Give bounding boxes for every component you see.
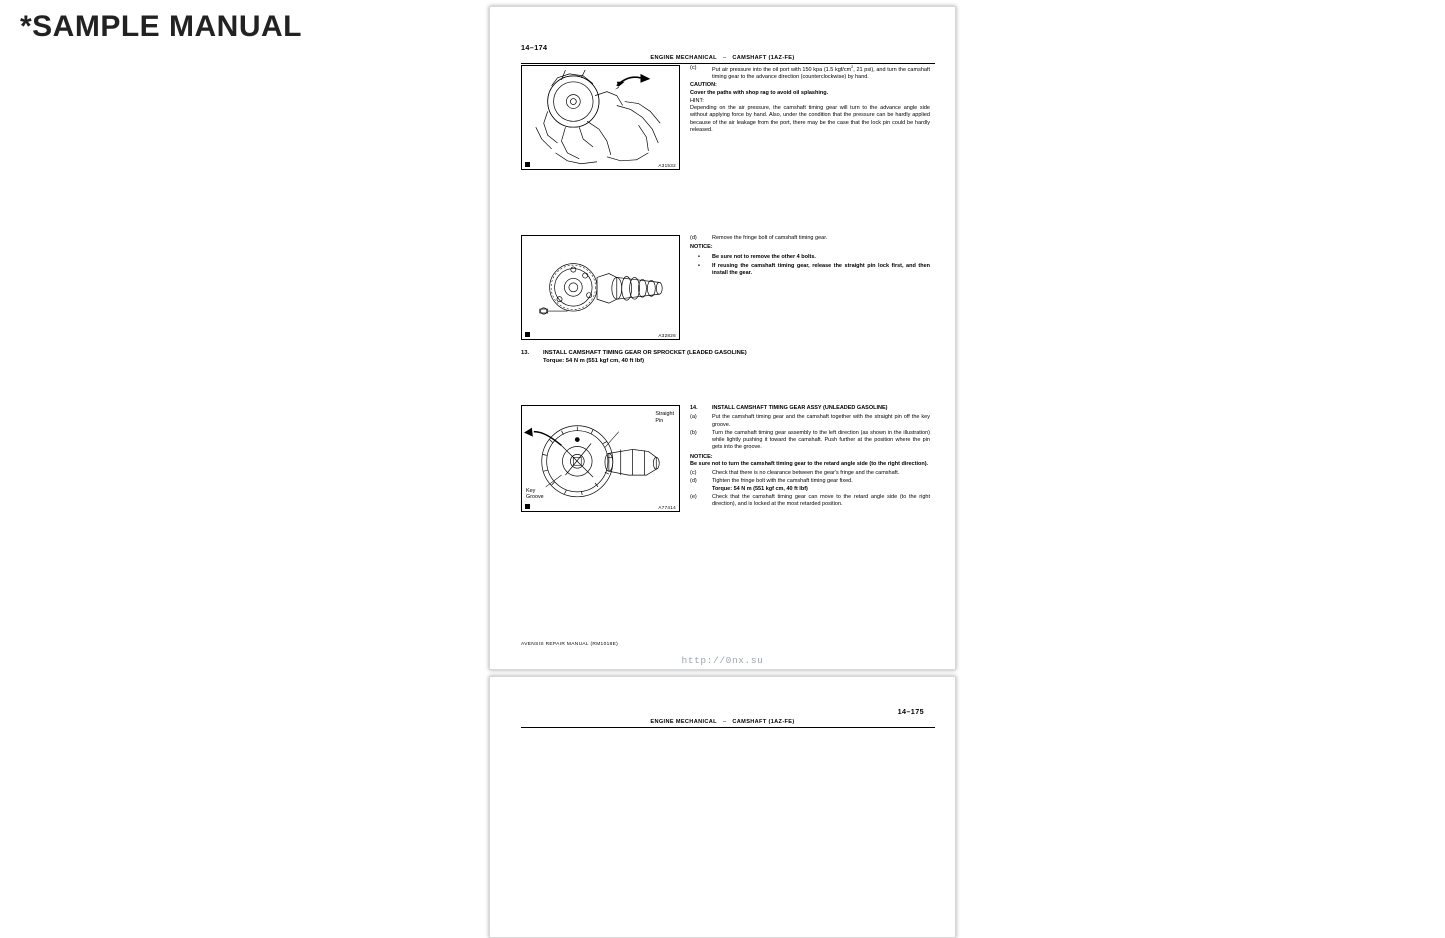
label-key: Key (526, 487, 536, 494)
step-14b-row (690, 430, 930, 452)
camshaft-timing-gear-assy-figure (521, 405, 680, 512)
step-c-superscript: 2 (851, 65, 854, 69)
label-key-groove (526, 488, 544, 502)
page-number: 14–175 (897, 707, 924, 716)
step-13-number: 13. (521, 350, 530, 356)
step-14-notice-text: Be sure not to turn the camshaft timing gear to the retard angle side (to the right direction). (690, 460, 929, 467)
step-14e-marker: (e) (690, 493, 697, 500)
step-c-row (690, 65, 930, 81)
header-section: ENGINE MECHANICAL (650, 55, 717, 61)
step-13 (521, 350, 931, 366)
step-14d-torque: Torque: 54 N m (551 kgf cm, 40 ft lbf) (712, 485, 808, 492)
step-d-row (690, 235, 930, 242)
bullet-marker: • (698, 262, 700, 269)
header-component: CAMSHAFT (1AZ-FE) (732, 55, 795, 61)
step-14-title: INSTALL CAMSHAFT TIMING GEAR ASSY (UNLEADED GASOLINE) (712, 405, 888, 411)
label-groove: Groove (526, 494, 544, 501)
page-number: 14–174 (521, 43, 548, 52)
figure-corner-mark (525, 332, 530, 337)
step-14-notice-label: NOTICE: (690, 453, 713, 460)
step-14c-row (690, 470, 930, 477)
bullet-marker: • (698, 253, 700, 260)
caution-text: Cover the paths with shop rag to avoid oil splashing. (690, 89, 829, 96)
step-d-text: Remove the fringe bolt of camshaft timing gear. (712, 235, 828, 241)
notice-bullet-1-text: Be sure not to remove the other 4 bolts. (712, 253, 816, 260)
watermark-title: *SAMPLE MANUAL (20, 10, 302, 43)
page-footer: AVENSIS REPAIR MANUAL (RM1018E) (521, 642, 619, 647)
step-14b-marker: (b) (690, 429, 697, 436)
notice-bullet-2 (690, 263, 930, 278)
caution-label: CAUTION: (690, 82, 717, 89)
header-section: ENGINE MECHANICAL (650, 719, 717, 725)
figure-code: A32826 (658, 333, 676, 338)
camshaft-timing-gear-bolt-figure (521, 235, 680, 340)
step-14e-text: Check that the camshaft timing gear can move to the retard angle side (to the right direction), and is locked at the most retarded position. (712, 493, 930, 507)
document-page-1 (489, 6, 956, 670)
step-14a-marker: (a) (690, 414, 697, 421)
header-divider (521, 727, 935, 728)
step-14-heading (690, 405, 930, 412)
page-header (490, 719, 955, 725)
notice-bullet-2-text: If reusing the camshaft timing gear, release the straight pin lock first, and then install the gear. (712, 262, 930, 276)
camshaft-air-pressure-illustration (522, 66, 679, 170)
step-14d-text: Tighten the fringe bolt with the camshaft timing gear fixed. (712, 478, 853, 485)
step-14d-row (690, 478, 930, 493)
label-straight: Straight (655, 411, 674, 417)
step-13-torque: Torque: 54 N m (551 kgf cm, 40 ft lbf) (543, 357, 645, 364)
camshaft-timing-gear-bolt-illustration (522, 236, 679, 340)
figure-corner-mark (525, 162, 530, 167)
page-header (490, 55, 955, 61)
figure-code: A31532 (658, 163, 676, 168)
header-separator: – (722, 55, 727, 61)
step-14a-row (690, 414, 930, 429)
figure-code: A77414 (658, 505, 676, 510)
document-page-2 (489, 676, 956, 938)
step-d-marker: (d) (690, 235, 697, 241)
header-separator: – (722, 719, 727, 725)
step-14b-text: Turn the camshaft timing gear assembly to the left direction (as shown in the illustration) while lightly pushing it toward the camshaft. Push further at the position where the pin gets into the groove. (712, 429, 930, 451)
step-14d-marker: (d) (690, 478, 697, 485)
step-c-marker: (c) (690, 65, 697, 71)
label-straight-pin (655, 411, 674, 425)
notice-bullet-1 (690, 254, 930, 261)
notice-label: NOTICE: (690, 244, 713, 251)
step-14-number: 14. (690, 405, 698, 411)
step-14-text-block (690, 405, 930, 508)
step-c-line2: , 21 psi), and turn the camshaft timing gear to the advance direction (counterclockwise) by hand. (712, 66, 930, 81)
step-13-title: INSTALL CAMSHAFT TIMING GEAR OR SPROCKET (LEADED GASOLINE) (543, 350, 747, 356)
hint-text: Depending on the air pressure, the camshaft timing gear will turn to the advance angle side without applying force by hand. Also, under the condition that the pressure can be hardly applied because of the air leakage from the port, there may be the case that the lock pin could be hardly released. (690, 105, 930, 133)
url-watermark: http://0nx.su (681, 655, 764, 666)
step-14e-row (690, 494, 930, 509)
camshaft-air-pressure-figure (521, 65, 680, 170)
step-14c-text: Check that there is no clearance between the gear's fringe and the camshaft. (712, 470, 900, 476)
label-pin: Pin (655, 417, 664, 424)
step-14c-marker: (c) (690, 470, 697, 476)
step-c-text-block (690, 65, 930, 134)
hint-label: HINT: (690, 97, 704, 104)
step-d-text-block (690, 235, 930, 277)
figure-corner-mark (525, 504, 530, 509)
step-c-line1: Put air pressure into the oil port with 150 kpa (1.5 kgf/cm (712, 66, 852, 73)
header-divider (521, 63, 935, 64)
step-14a-text: Put the camshaft timing gear and the camshaft together with the straight pin off the key groove. (712, 414, 930, 428)
header-component: CAMSHAFT (1AZ-FE) (732, 719, 795, 725)
